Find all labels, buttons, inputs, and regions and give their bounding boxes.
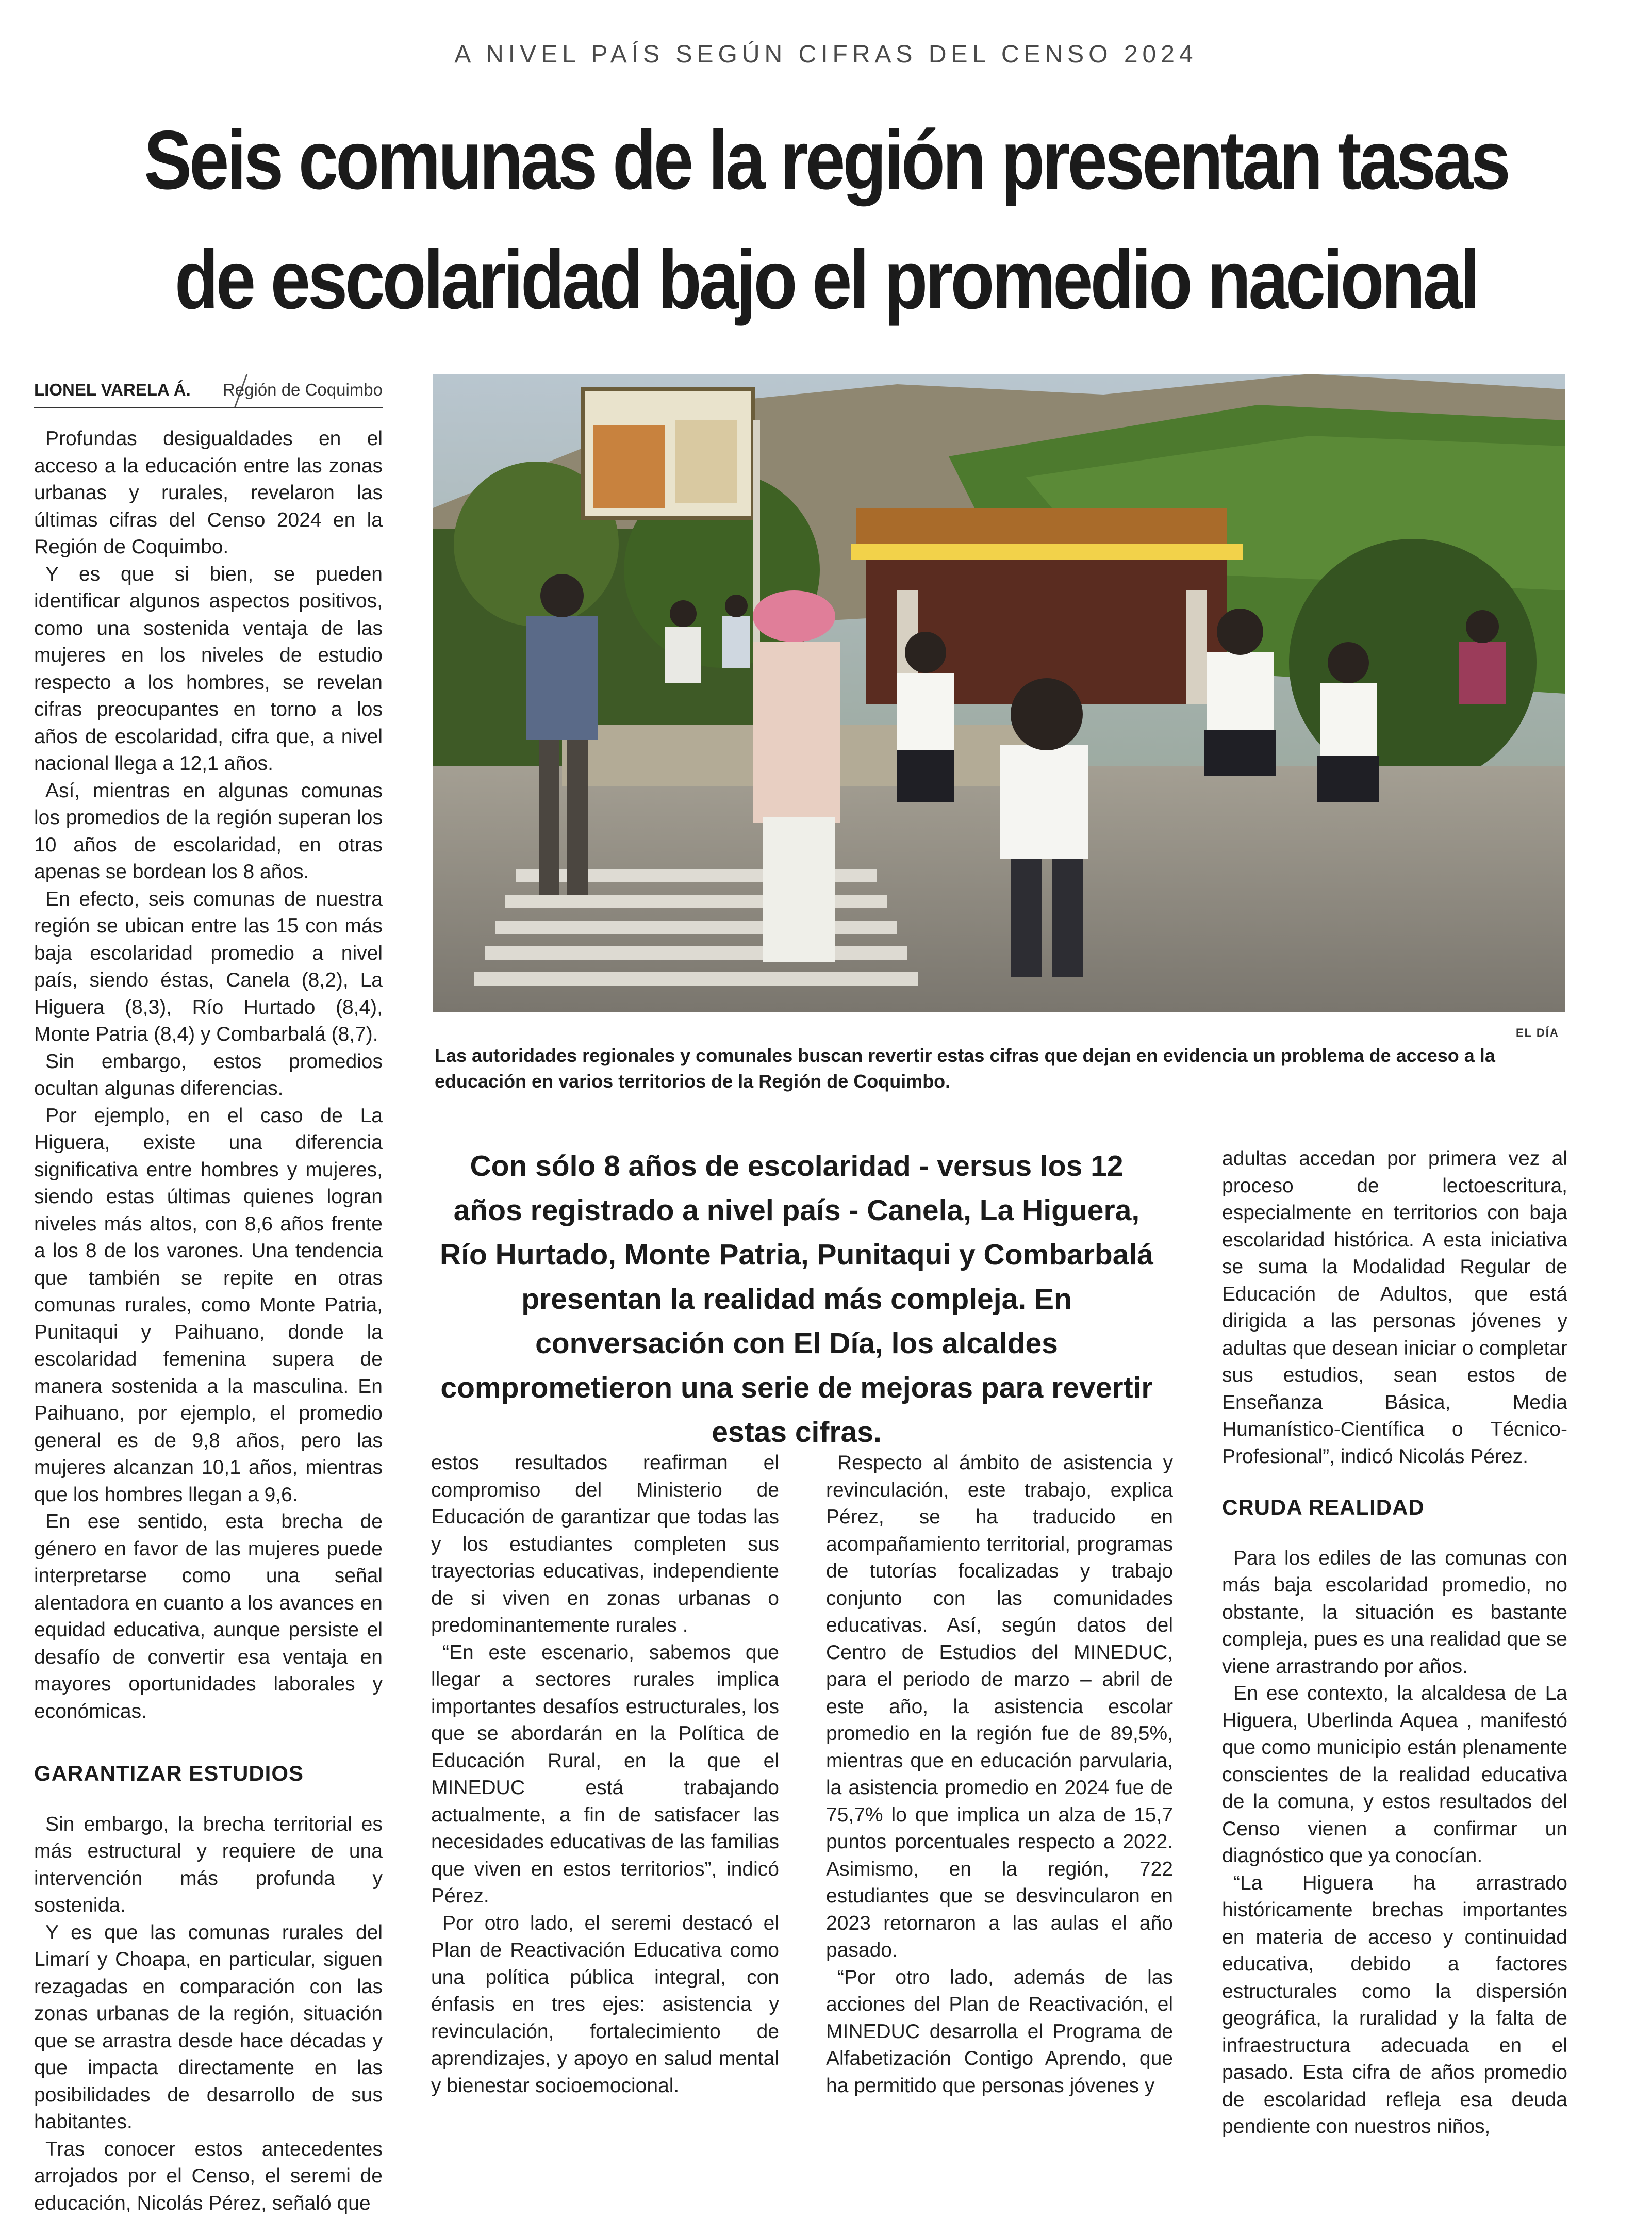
paragraph: Tras conocer estos antecedentes arrojados por el Censo, el seremi de educación, Nicolás Pérez, señaló que: [34, 2136, 383, 2217]
photo-school-children-crossing: [433, 374, 1565, 1012]
paragraph: estos resultados reafirman el compromiso del Ministerio de Educación de garantizar que todas las y los estudiantes completen sus trayectorias educativas, independiente de si viven en zonas urbanas o predominantemente rurales .: [431, 1450, 779, 1639]
paragraph: Por ejemplo, en el caso de La Higuera, existe una diferencia significativa entre hombres y mujeres, siendo estas últimas quienes logran niveles más altos, con 8,6 años frente a los 8 de los varones. Una tendencia que también se repite en otras comunas rurales, como Monte Patria, Punitaqui y Paihuano, donde la escolaridad femenina supera de manera sostenida a la masculina. En Paihuano, por ejemplo, el promedio general es de 9,8 años, pero las mujeres alcanzan 10,1 años, mientras que los hombres llegan a 9,6.: [34, 1103, 383, 1509]
subheading-cruda-realidad: CRUDA REALIDAD: [1222, 1494, 1567, 1521]
paragraph: En ese sentido, esta brecha de género en favor de las mujeres puede interpretarse como una señal alentadora en cuanto a los avances en equidad educativa, aunque persiste el desafío de convertir esa ventaja en mayores oportunidades laborales y económicas.: [34, 1508, 383, 1725]
paragraph: Respecto al ámbito de asistencia y revinculación, este trabajo, explica Pérez, se ha traducido en acompañamiento territorial, programas de tutorías focalizadas y trabajo conjunto con las comunidades educativas. Así, según datos del Centro de Estudios del MINEDUC, para el periodo de marzo – abril de este año, la asistencia escolar promedio en la región fue de 89,5%, mientras que en educación parvularia, la asistencia promedio en 2024 fue de 75,7% lo que implica un alza de 15,7 puntos porcentuales respecto a 2022. Asimismo, en la región, 722 estudiantes que se desvincularon en 2023 retornaron a las aulas el año pasado.: [826, 1450, 1173, 1964]
paragraph: “La Higuera ha arrastrado históricamente brechas importantes en materia de acceso y continuidad educativa, debido a factores estructurales como la dispersión geográfica, la ruralidad y la falta de infraestructura adecuada en el pasado. Esta cifra de años promedio de escolaridad refleja esa deuda pendiente con nuestros niños,: [1222, 1870, 1567, 2141]
paragraph: Y es que si bien, se pueden identificar algunos aspectos positivos, como una sostenida ventaja de las mujeres en los niveles de estudio respecto a los hombres, se revelan cifras preocupantes en torno a los años de escolaridad, cifra que, a nivel nacional llega a 12,1 años.: [34, 561, 383, 778]
article-column-4: [1222, 1145, 1567, 2141]
paragraph: Y es que las comunas rurales del Limarí y Choapa, en particular, siguen rezagadas en comparación con las zonas urbanas de la región, situación que se arrastra desde hace décadas y que impacta directamente en las posibilidades de desarrollo de sus habitantes.: [34, 1919, 383, 2136]
article-column-3: [826, 1450, 1173, 2099]
paragraph: “Por otro lado, además de las acciones del Plan de Reactivación, el MINEDUC desarrolla el Programa de Alfabetización Contigo Aprendo, que ha permitido que personas jóvenes y: [826, 1964, 1173, 2100]
byline-location: Región de Coquimbo: [223, 380, 383, 400]
paragraph: “En este escenario, sabemos que llegar a sectores rurales implica importantes desafíos estructurales, los que se abordarán en la Política de Educación Rural, en la que el MINEDUC está trabajando actualmente, a fin de satisfacer las necesidades educativas de las familias que viven en estos territorios”, indicó Pérez.: [431, 1639, 779, 1910]
subheading-garantizar-estudios: GARANTIZAR ESTUDIOS: [34, 1760, 383, 1787]
paragraph: Sin embargo, la brecha territorial es más estructural y requiere de una intervención más profunda y sostenida.: [34, 1811, 383, 1919]
paragraph: En efecto, seis comunas de nuestra región se ubican entre las 15 con más baja escolaridad promedio a nivel país, siendo éstas, Canela (8,2), La Higuera (8,3), Río Hurtado (8,4), Monte Patria (8,4) y Combarbalá (8,7).: [34, 886, 383, 1048]
paragraph: Sin embargo, estos promedios ocultan algunas diferencias.: [34, 1048, 383, 1103]
paragraph: adultas accedan por primera vez al proceso de lectoescritura, especialmente en territorios con baja escolaridad histórica. A esta iniciativa se suma la Modalidad Regular de Educación de Adultos, que está dirigida a las personas jóvenes y adultas que desean iniciar o completar sus estudios, sean estos de Enseñanza Básica, Media Humanístico-Científica o Técnico-Profesional”, indicó Nicolás Pérez.: [1222, 1145, 1567, 1470]
paragraph: Por otro lado, el seremi destacó el Plan de Reactivación Educativa como una política pública integral, con énfasis en tres ejes: asistencia y revinculación, fortalecimiento de aprendizajes, y apoyo en salud mental y bienestar socioemocional.: [431, 1910, 779, 2100]
article-column-2: [431, 1450, 779, 2099]
headline-line-2: de escolaridad bajo el promedio nacional: [142, 220, 1510, 340]
headline-line-1: Seis comunas de la región presentan tasas: [142, 101, 1510, 220]
headline: [142, 101, 1510, 340]
paragraph: Para los ediles de las comunas con más baja escolaridad promedio, no obstante, la situación es bastante compleja, pues es una realidad que se viene arrastrando por años.: [1222, 1545, 1567, 1681]
paragraph: Profundas desigualdades en el acceso a la educación entre las zonas urbanas y rurales, revelaron las últimas cifras del Censo 2024 en la Región de Coquimbo.: [34, 425, 383, 561]
kicker: A NIVEL PAÍS SEGÚN CIFRAS DEL CENSO 2024: [0, 40, 1652, 69]
byline-author: LIONEL VARELA Á.: [34, 380, 191, 400]
pull-quote: Con sólo 8 años de escolaridad - versus los 12 años registrado a nivel país - Canela, La Higuera, Río Hurtado, Monte Patria, Punitaqui y Combarbalá presentan la realidad más compleja. En conversación con El Día, los alcaldes comprometieron una serie de mejoras para revertir estas cifras.: [433, 1144, 1160, 1454]
article-photo: [433, 374, 1565, 1012]
photo-caption: Las autoridades regionales y comunales buscan revertir estas cifras que dejan en evidencia un problema de acceso a la educación en varios territorios de la Región de Coquimbo.: [435, 1043, 1569, 1094]
paragraph: En ese contexto, la alcaldesa de La Higuera, Uberlinda Aquea , manifestó que como municipio están plenamente conscientes de la realidad educativa de la comuna, y estos resultados del Censo vienen a confirmar un diagnóstico que ya conocían.: [1222, 1680, 1567, 1870]
paragraph: Así, mientras en algunas comunas los promedios de la región superan los 10 años de escolaridad, en otras apenas se bordean los 8 años.: [34, 778, 383, 886]
article-column-1: [34, 425, 383, 2217]
photo-credit: EL DÍA: [1516, 1026, 1559, 1040]
byline: [34, 374, 383, 408]
